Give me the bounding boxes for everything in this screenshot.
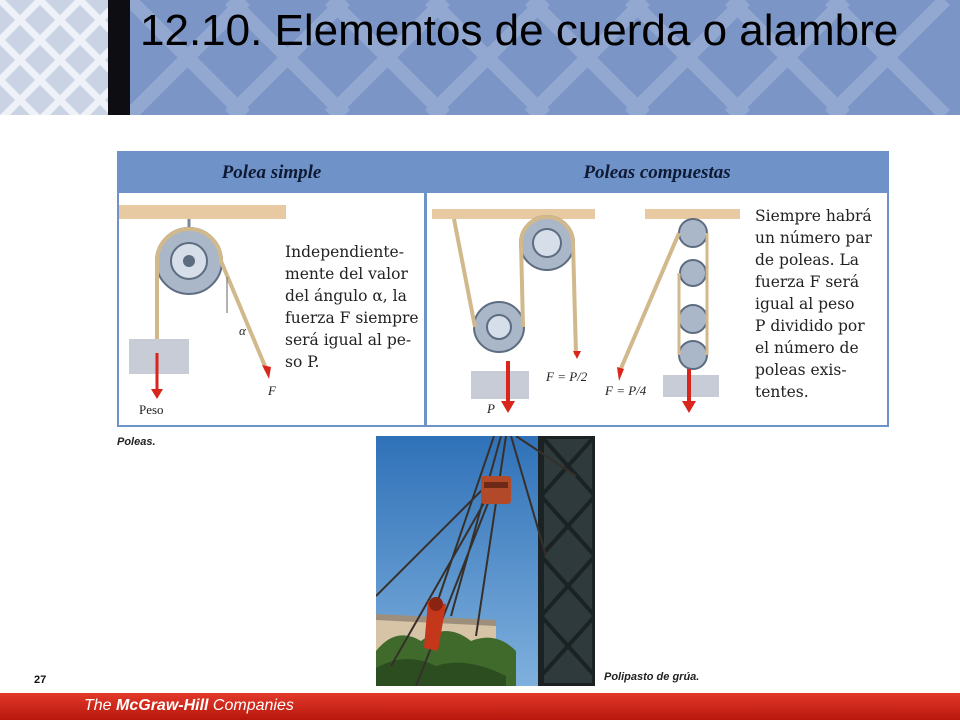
alpha-angle-label: α <box>239 323 246 338</box>
simple-pulley-illustration <box>119 205 286 399</box>
logo-suffix: Companies <box>208 697 294 714</box>
force-half-label: F = P/2 <box>546 369 588 384</box>
footer-bar <box>0 693 960 720</box>
peso-label: Peso <box>139 402 164 417</box>
figure-caption: Poleas. <box>117 436 156 448</box>
publisher-logo <box>84 697 294 715</box>
logo-prefix: The <box>84 697 117 714</box>
polea-simple-description: Independiente- mente del valor del ángulo α, la fuerza F siempre será igual al pe- so P. <box>285 243 419 371</box>
force-f-label: F <box>268 383 276 398</box>
header-accent-bar <box>108 0 130 115</box>
header-banner <box>0 0 960 115</box>
page-number: 27 <box>34 674 47 686</box>
crane-hoist-photo <box>376 436 595 686</box>
polea-simple-header: Polea simple <box>119 153 424 193</box>
poleas-compuestas-description: Siempre habrá un número par de poleas. La fuerza F será igual al peso P dividido por el número de poleas exis- tentes. <box>755 207 872 401</box>
pulley-figure <box>117 151 889 427</box>
slide-title: 12.10. Elementos de cuerda o alambre <box>140 6 899 55</box>
force-quarter-label: F = P/4 <box>605 383 647 398</box>
photo-caption: Polipasto de grúa. <box>604 671 700 683</box>
poleas-compuestas-header: Poleas compuestas <box>427 153 887 193</box>
logo-brand: McGraw-Hill <box>116 697 209 714</box>
weight-p-label: P <box>487 401 495 416</box>
